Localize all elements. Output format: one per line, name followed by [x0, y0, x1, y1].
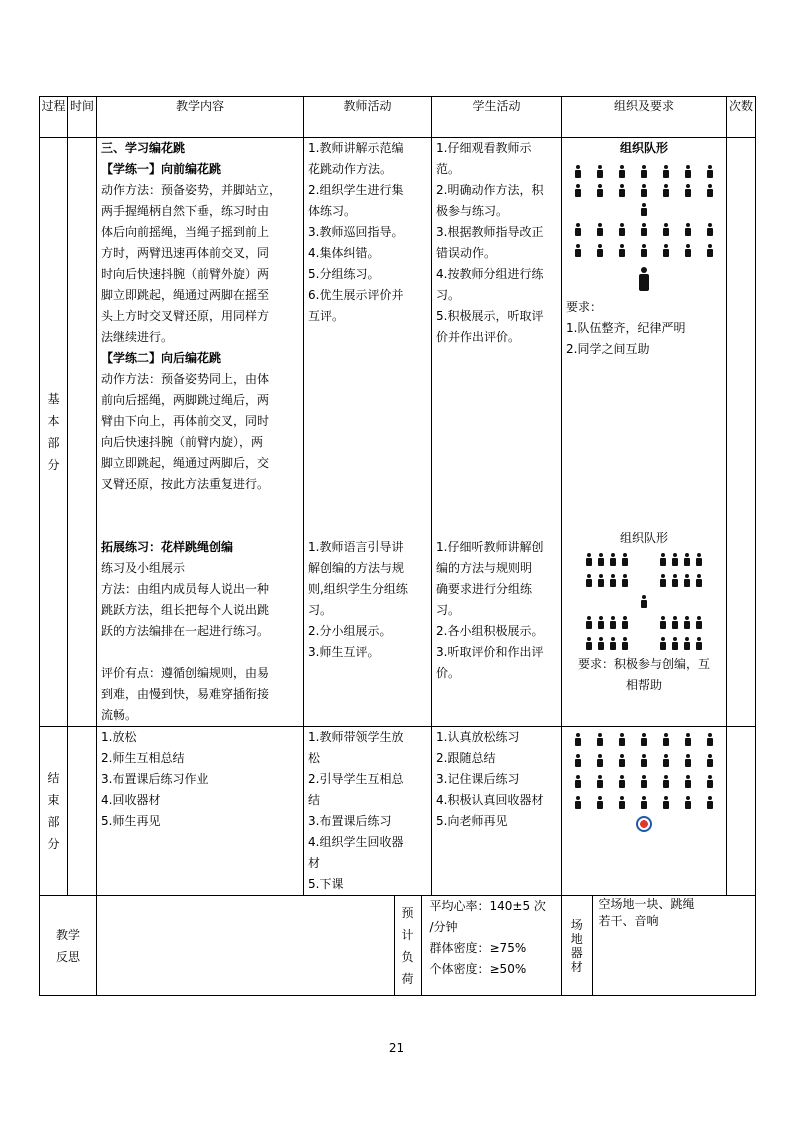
header-content: 教学内容 [97, 97, 304, 138]
student-figure-icon [707, 223, 713, 236]
student-figure-icon [610, 553, 616, 566]
student-figure-icon [641, 775, 647, 788]
student-figure-icon [684, 553, 690, 566]
student-figure-icon [619, 244, 625, 257]
content-line [101, 642, 299, 663]
content-line: 2.师生互相总结 [101, 751, 185, 765]
student-figure-icon [660, 553, 666, 566]
student-line: 确要求进行分组练 [436, 582, 533, 596]
basic-count-cell [727, 138, 756, 727]
student-figure-icon [641, 184, 647, 197]
student-figure-icon [575, 775, 581, 788]
student-figure-icon [641, 165, 647, 178]
student-figure-icon [663, 796, 669, 809]
teacher-line: 1.教师带领学生放 [308, 730, 404, 744]
teacher-figure-icon [641, 595, 647, 608]
student-figure-icon [641, 203, 647, 216]
header-count: 次数 [727, 97, 756, 138]
content-line: 两手握绳柄自然下垂，练习时由 [101, 204, 270, 218]
content-line: 3.布置课后练习作业 [101, 772, 209, 786]
ending-student-cell [432, 727, 562, 896]
basic-section-label: 基 本 部 分 [40, 138, 68, 727]
student-figure-icon [660, 574, 666, 587]
student-figure-icon [610, 637, 616, 650]
header-teacher: 教师活动 [304, 97, 432, 138]
student-figure-icon [696, 616, 702, 629]
student-figure-icon [586, 616, 592, 629]
student-figure-icon [619, 184, 625, 197]
basic-time-cell [68, 138, 97, 727]
student-figure-icon [663, 733, 669, 746]
student-figure-icon [663, 775, 669, 788]
ending-teacher-cell [304, 727, 432, 896]
teacher-line: 解创编的方法与规 [308, 561, 405, 575]
student-line: 4.按教师分组进行练 [436, 267, 544, 281]
formation-diagram-2 [566, 549, 722, 654]
ending-time-cell [68, 727, 97, 896]
teacher-line: 习。 [308, 603, 333, 617]
student-figure-icon [575, 244, 581, 257]
student-figure-icon [598, 553, 604, 566]
formation-diagram-3 [566, 727, 722, 837]
teacher-line: 则,组织学生分组练 [308, 582, 408, 596]
student-figure-icon [684, 616, 690, 629]
reflection-row [40, 896, 756, 996]
content-line: 1.放松 [101, 730, 137, 744]
student-figure-icon [641, 754, 647, 767]
student-figure-icon [575, 165, 581, 178]
teacher-line: 3.教师巡回指导。 [308, 225, 404, 239]
student-figure-icon [660, 637, 666, 650]
content-line: 脚立即跳起，绳通过两脚在摇至 [101, 288, 270, 302]
teacher-line: 体练习。 [308, 204, 357, 218]
student-figure-icon [575, 754, 581, 767]
student-figure-icon [685, 733, 691, 746]
student-figure-icon [597, 223, 603, 236]
page-number: 21 [388, 1041, 405, 1055]
student-figure-icon [597, 754, 603, 767]
student-figure-icon [685, 796, 691, 809]
student-figure-icon [575, 223, 581, 236]
student-line: 5.向老师再见 [436, 814, 508, 828]
student-figure-icon [663, 184, 669, 197]
content-line: 方法：由组内成员每人说出一种 [101, 582, 270, 596]
teacher-line: 松 [308, 751, 321, 765]
student-line: 编的方法与规则明 [436, 561, 533, 575]
ending-content-cell [97, 727, 304, 896]
student-figure-icon [641, 733, 647, 746]
formation-title: 组织队形 [619, 531, 668, 545]
student-figure-icon [685, 184, 691, 197]
teacher-line: 结 [308, 793, 321, 807]
load-line: 平均心率：140±5 次 [429, 899, 546, 913]
content-line: 时向后快速抖腕（前臂外旋）两 [101, 267, 270, 281]
student-figure-icon [707, 184, 713, 197]
basic-organization-cell [562, 138, 727, 727]
content-line: 动作方法：预备姿势，并脚站立， [101, 183, 282, 197]
teacher-marker-icon [636, 816, 652, 832]
student-figure-icon [622, 574, 628, 587]
content-line: 头上方时交叉臂还原，用同样方 [101, 309, 270, 323]
student-figure-icon [597, 775, 603, 788]
student-figure-icon [672, 637, 678, 650]
student-figure-icon [619, 165, 625, 178]
content-line: 叉臂还原，按此方法重复进行。 [101, 477, 270, 491]
content-line: 【学练二】向后编花跳 [101, 351, 222, 365]
reflection-area [97, 896, 562, 996]
formation-title: 组织队形 [619, 141, 668, 155]
content-line: 三、学习编花跳 [101, 141, 186, 155]
student-line: 价并作出评价。 [436, 330, 521, 344]
student-figure-icon [696, 553, 702, 566]
student-figure-icon [663, 165, 669, 178]
student-figure-icon [575, 733, 581, 746]
content-line: 动作方法：预备姿势同上，由体 [101, 372, 270, 386]
student-figure-icon [685, 244, 691, 257]
formation-diagram-1 [566, 161, 722, 297]
teacher-line: 4.组织学生回收器 [308, 835, 404, 849]
venue-label: 场 地 器 材 [562, 896, 592, 995]
student-figure-icon [672, 616, 678, 629]
student-figure-icon [586, 574, 592, 587]
requirement-item: 2.同学之间互助 [566, 342, 650, 356]
student-line: 错误动作。 [436, 246, 497, 260]
load-label: 预 计 负 荷 [394, 896, 421, 995]
student-figure-icon [696, 574, 702, 587]
venue-line: 空场地一块、跳绳 [598, 897, 695, 911]
student-figure-icon [707, 754, 713, 767]
student-figure-icon [685, 223, 691, 236]
requirement-text: 相帮助 [625, 678, 662, 692]
student-line: 1.仔细听教师讲解创 [436, 540, 544, 554]
teacher-line: 1.教师讲解示范编 [308, 141, 404, 155]
teacher-line: 6.优生展示评价并 [308, 288, 404, 302]
ending-count-cell [727, 727, 756, 896]
student-figure-icon [672, 574, 678, 587]
student-figure-icon [575, 796, 581, 809]
student-figure-icon [597, 796, 603, 809]
ending-section-label: 结 束 部 分 [40, 727, 68, 896]
load-line: /分钟 [429, 920, 458, 934]
venue-line: 若干、音响 [598, 914, 659, 928]
student-figure-icon [663, 244, 669, 257]
student-figure-icon [660, 616, 666, 629]
student-figure-icon [684, 574, 690, 587]
content-line: 体后向前摇绳，当绳子摇到前上 [101, 225, 270, 239]
student-line: 4.积极认真回收器材 [436, 793, 544, 807]
student-line: 3.记住课后练习 [436, 772, 520, 786]
content-line: 向后快速抖腕（前臂内旋），两 [101, 435, 264, 449]
student-figure-icon [597, 733, 603, 746]
student-figure-icon [641, 223, 647, 236]
load-line: 群体密度：≥75% [429, 941, 527, 955]
basic-teacher-cell [304, 138, 432, 727]
student-figure-icon [684, 637, 690, 650]
reflection-label: 教学 反思 [40, 896, 97, 996]
requirement-text: 要求：积极参与创编，互 [577, 657, 710, 671]
student-figure-icon [685, 775, 691, 788]
teacher-line: 4.集体纠错。 [308, 246, 380, 260]
student-line: 习。 [436, 603, 461, 617]
student-figure-icon [696, 637, 702, 650]
student-figure-icon [707, 775, 713, 788]
venue-inner [562, 896, 755, 995]
load-line: 个体密度：≥50% [429, 962, 527, 976]
content-line: 到难，由慢到快，易难穿插衔接 [101, 687, 270, 701]
ending-section-row [40, 727, 756, 896]
student-figure-icon [707, 733, 713, 746]
content-line: 方时，两臂迅速再体前交叉，同 [101, 246, 270, 260]
content-line: 前向后摇绳，两脚跳过绳后，两 [101, 393, 270, 407]
teacher-line: 2.组织学生进行集 [308, 183, 404, 197]
header-student: 学生活动 [432, 97, 562, 138]
teacher-line: 5.下课 [308, 877, 344, 891]
student-line: 3.听取评价和作出评 [436, 645, 544, 659]
student-figure-icon [622, 637, 628, 650]
student-line: 3.根据教师指导改正 [436, 225, 544, 239]
teacher-line: 2.引导学生互相总 [308, 772, 404, 786]
requirement-item: 1.队伍整齐，纪律严明 [566, 321, 686, 335]
student-figure-icon [663, 223, 669, 236]
student-line: 范。 [436, 162, 461, 176]
content-line: 评价有点：遵循创编规则，由易 [101, 666, 270, 680]
student-line: 2.跟随总结 [436, 751, 496, 765]
requirement-label: 要求： [566, 300, 603, 314]
student-figure-icon [598, 574, 604, 587]
student-line: 2.各小组积极展示。 [436, 624, 544, 638]
basic-content-cell [97, 138, 304, 727]
student-figure-icon [685, 754, 691, 767]
student-line: 1.仔细观看教师示 [436, 141, 532, 155]
student-figure-icon [707, 244, 713, 257]
student-line: 2.明确动作方法，积 [436, 183, 544, 197]
content-line: 法继续进行。 [101, 330, 174, 344]
student-figure-icon [610, 574, 616, 587]
student-line: 1.认真放松练习 [436, 730, 520, 744]
load-values [421, 896, 561, 995]
content-line: 臂由下向上，再体前交叉，同时 [101, 414, 270, 428]
venue-area [562, 896, 756, 996]
teacher-line: 互评。 [308, 309, 345, 323]
student-figure-icon [663, 754, 669, 767]
student-figure-icon [707, 165, 713, 178]
venue-text [592, 896, 755, 995]
teacher-line: 花跳动作方法。 [308, 162, 393, 176]
content-line: 流畅。 [101, 708, 138, 722]
teacher-line: 3.师生互评。 [308, 645, 380, 659]
teacher-line: 1.教师语言引导讲 [308, 540, 404, 554]
content-line: 跃的方法编排在一起进行练习。 [101, 624, 270, 638]
content-line: 脚立即跳起，绳通过两脚后，交 [101, 456, 270, 470]
content-line: 拓展练习：花样跳绳创编 [101, 540, 234, 554]
student-figure-icon [622, 616, 628, 629]
student-figure-icon [641, 796, 647, 809]
student-line: 5.积极展示，听取评 [436, 309, 544, 323]
student-figure-icon [707, 796, 713, 809]
content-line: 4.回收器材 [101, 793, 161, 807]
basic-student-cell [432, 138, 562, 727]
student-figure-icon [619, 775, 625, 788]
teacher-figure-icon [639, 267, 649, 291]
header-time: 时间 [68, 97, 97, 138]
student-figure-icon [575, 184, 581, 197]
header-row [40, 97, 756, 138]
student-figure-icon [619, 223, 625, 236]
student-figure-icon [622, 553, 628, 566]
teacher-line: 3.布置课后练习 [308, 814, 392, 828]
student-figure-icon [586, 637, 592, 650]
teacher-line: 材 [308, 856, 321, 870]
student-figure-icon [641, 244, 647, 257]
content-line: 练习及小组展示 [101, 561, 186, 575]
student-figure-icon [610, 616, 616, 629]
student-figure-icon [619, 796, 625, 809]
student-figure-icon [597, 184, 603, 197]
student-figure-icon [685, 165, 691, 178]
student-line: 极参与练习。 [436, 204, 509, 218]
student-figure-icon [619, 733, 625, 746]
lesson-plan-table [39, 96, 756, 996]
student-figure-icon [598, 637, 604, 650]
student-figure-icon [619, 754, 625, 767]
teacher-line: 5.分组练习。 [308, 267, 380, 281]
student-line: 习。 [436, 288, 461, 302]
student-figure-icon [586, 553, 592, 566]
student-figure-icon [597, 165, 603, 178]
reflection-inner [97, 896, 561, 995]
content-line: 5.师生再见 [101, 814, 161, 828]
student-line: 价。 [436, 666, 461, 680]
student-figure-icon [598, 616, 604, 629]
content-line: 跳跃方法，组长把每个人说出跳 [101, 603, 270, 617]
ending-organization-cell [562, 727, 727, 896]
student-figure-icon [672, 553, 678, 566]
content-line: 【学练一】向前编花跳 [101, 162, 222, 176]
header-process: 过程 [40, 97, 68, 138]
student-figure-icon [597, 244, 603, 257]
reflection-blank [97, 896, 394, 995]
header-organization: 组织及要求 [562, 97, 727, 138]
teacher-line: 2.分小组展示。 [308, 624, 392, 638]
basic-section-row [40, 138, 756, 727]
